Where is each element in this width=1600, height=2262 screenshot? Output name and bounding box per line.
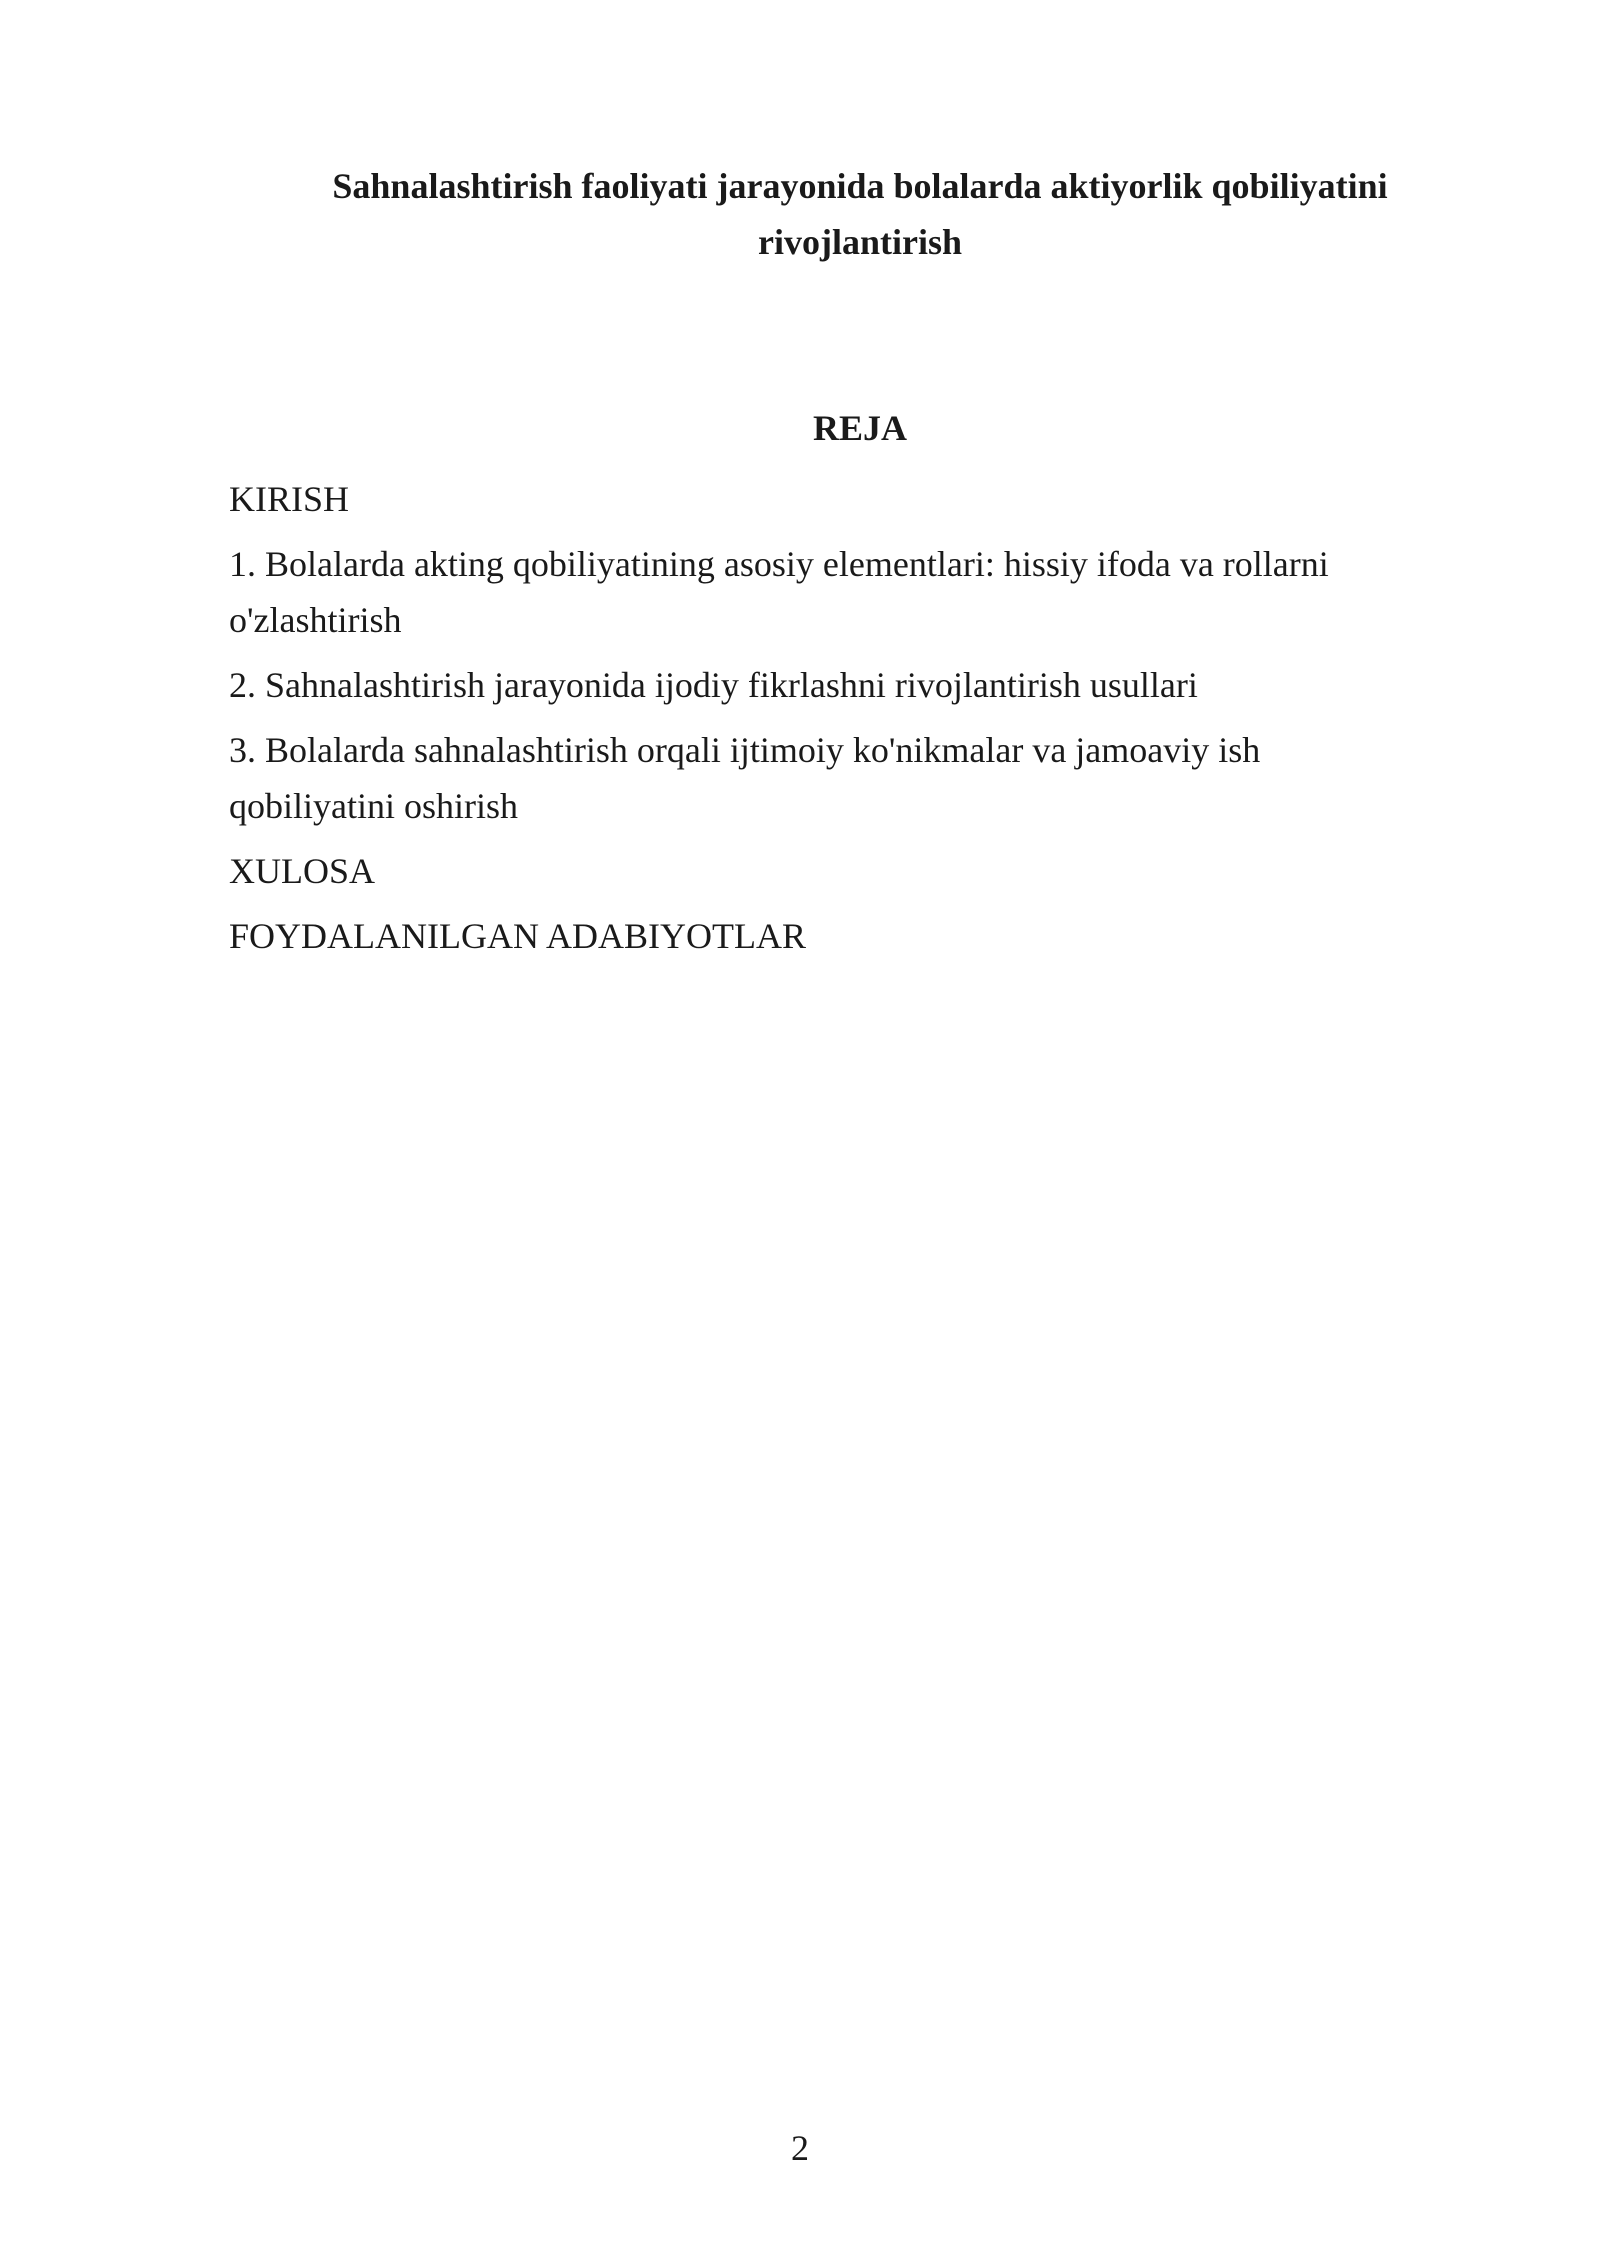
plan-item-3: 3. Bolalarda sahnalashtirish orqali ijtimoiy ko'nikmalar va jamoaviy ish qobiliyatini oshirish [229, 730, 1261, 826]
plan-item-references: FOYDALANILGAN ADABIYOTLAR [229, 916, 806, 956]
page-number: 2 [791, 2128, 809, 2168]
plan-heading: REJA [812, 408, 907, 448]
plan-list [229, 471, 1429, 973]
plan-item-introduction: KIRISH [229, 479, 350, 519]
document-title: Sahnalashtirish faoliyati jarayonida bolalarda aktiyorlik qobiliyatini rivojlantirish [332, 166, 1388, 262]
plan-item-2: 2. Sahnalashtirish jarayonida ijodiy fikrlashni rivojlantirish usullari [229, 665, 1198, 705]
plan-item-1: 1. Bolalarda akting qobiliyatining asosiy elementlari: hissiy ifoda va rollarni o'zlashtirish [229, 544, 1329, 640]
plan-item-conclusion: XULOSA [229, 851, 376, 891]
